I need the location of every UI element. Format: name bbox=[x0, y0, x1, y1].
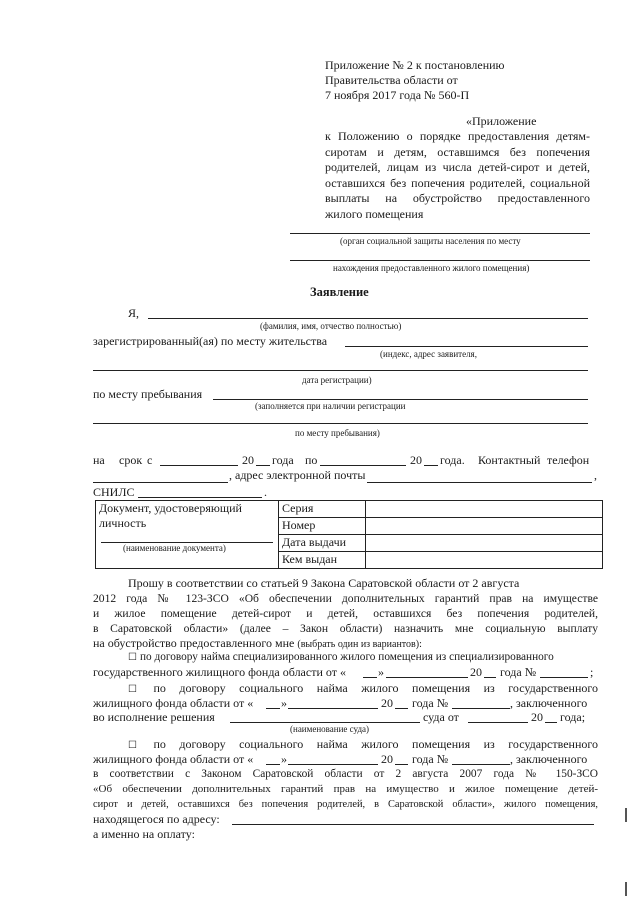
stay-line-2[interactable] bbox=[93, 423, 588, 424]
option-2-text: по договору социального найма жилого помещения из государственного bbox=[153, 681, 598, 695]
id-row-label: Дата выдачи bbox=[279, 535, 366, 552]
resolution-header bbox=[325, 58, 505, 103]
option-1-line-2d: года № bbox=[500, 665, 537, 679]
id-issuer-value[interactable] bbox=[366, 552, 603, 569]
option-1-month-line[interactable] bbox=[386, 677, 468, 678]
option-1-line-2c: 20 bbox=[470, 665, 482, 679]
term-na: на bbox=[93, 453, 105, 467]
appendix-line-1: к Положению о порядке предоставления детям- bbox=[325, 129, 590, 143]
p1-line-5-note: (выбрать один из вариантов): bbox=[297, 639, 422, 650]
option-1-year-line[interactable] bbox=[484, 677, 496, 678]
option-3-month-line[interactable] bbox=[288, 764, 378, 765]
term-s: с bbox=[147, 453, 153, 467]
address-line[interactable] bbox=[345, 346, 588, 347]
phone-label: телефон bbox=[547, 453, 590, 467]
snils-dot: . bbox=[264, 485, 267, 499]
id-doc-label-1: Документ, удостоверяющий bbox=[99, 501, 242, 515]
option-3-address-line[interactable] bbox=[232, 824, 594, 825]
id-series-value[interactable] bbox=[366, 501, 603, 518]
header-line-1: Приложение № 2 к постановлению bbox=[325, 58, 505, 72]
option-1-day-line[interactable] bbox=[363, 677, 377, 678]
appendix-line-6: жилого помещения bbox=[325, 207, 424, 221]
reg-date-line[interactable] bbox=[93, 370, 588, 371]
appendix-line-4: оставшихся без попечения родителей, социальной bbox=[325, 175, 590, 190]
reg-date-caption: дата регистрации) bbox=[302, 375, 372, 385]
option-2-line-2a: жилищного фонда области от « bbox=[93, 696, 254, 710]
p1-line-5 bbox=[93, 636, 422, 651]
option-3-day-line[interactable] bbox=[266, 764, 280, 765]
appendix-line-2: сиротам и детям, оставшимся без попечения bbox=[325, 144, 590, 159]
addressee-line-2[interactable] bbox=[290, 260, 590, 261]
option-2-line-2e: , заключенного bbox=[510, 696, 588, 710]
id-number-value[interactable] bbox=[366, 518, 603, 535]
option-2-year-line[interactable] bbox=[395, 708, 408, 709]
p1-line-2: 2012 года № 123-ЗСО «Об обеспечении дополнительных гарантий прав на имуществе bbox=[93, 592, 598, 605]
option-2-line-1 bbox=[128, 681, 598, 696]
option-1-checkbox[interactable]: ☐ bbox=[128, 652, 137, 663]
option-1-number-line[interactable] bbox=[540, 677, 588, 678]
fio-line[interactable] bbox=[148, 318, 588, 319]
option-3-year-line[interactable] bbox=[395, 764, 408, 765]
stay-label: по месту пребывания bbox=[93, 387, 203, 401]
option-3-text: по договору социального найма жилого помещения из государственного bbox=[153, 737, 598, 751]
id-row-label: Номер bbox=[279, 518, 366, 535]
scan-mark bbox=[625, 882, 627, 896]
id-doc-label-2: личность bbox=[99, 516, 147, 530]
id-date-value[interactable] bbox=[366, 535, 603, 552]
contact-label: Контактный bbox=[478, 453, 541, 467]
i-label: Я, bbox=[128, 306, 140, 320]
option-3-line-2d: года № bbox=[412, 752, 449, 766]
option-3-line-4: «Об обеспечении дополнительных гарантий прав на имущество и жилое помещение детей- bbox=[93, 783, 598, 795]
id-row-label: Серия bbox=[279, 501, 366, 518]
option-1-line-2b: » bbox=[378, 665, 384, 679]
email-comma: , bbox=[594, 468, 597, 482]
id-doc-caption: (наименование документа) bbox=[123, 543, 226, 553]
option-3-line-3: в соответствии с Законом Саратовской области от 2 августа 2007 года № 150-ЗСО bbox=[93, 768, 598, 780]
p1-line-3: и жилое помещение детей-сирот и детей, оставшихся без попечения родителей, bbox=[93, 607, 598, 620]
option-1-line-1 bbox=[128, 651, 554, 663]
appendix-line-3: родителей, лицам из числа детей-сирот и детей, bbox=[325, 160, 590, 174]
address-caption: (индекс, адрес заявителя, bbox=[380, 349, 477, 359]
option-1-line-2a: государственного жилищного фонда области от « bbox=[93, 665, 346, 679]
id-document-table bbox=[95, 500, 603, 569]
snils-line[interactable] bbox=[138, 497, 262, 498]
appendix-line-5: выплаты на обустройство предоставленного bbox=[325, 191, 590, 205]
term-from-line[interactable] bbox=[160, 465, 238, 466]
p1-line-1: Прошу в соответствии со статьей 9 Закона Саратовской области от 2 августа bbox=[128, 576, 520, 590]
p1-text bbox=[93, 591, 598, 636]
addressee-caption-2: нахождения предоставленного жилого помещения) bbox=[333, 263, 530, 273]
term-po: по bbox=[305, 453, 318, 467]
snils-label: СНИЛС bbox=[93, 485, 135, 499]
option-2-line-3d: года; bbox=[560, 710, 586, 724]
option-3-line-1 bbox=[128, 737, 598, 752]
option-3-line-5: сирот и детей, оставшихся без попечения родителей, в Саратовской области», жилого помещения, bbox=[93, 799, 598, 810]
document-title: Заявление bbox=[310, 285, 369, 299]
term-goda-1: года bbox=[272, 453, 294, 467]
stay-caption-2: по месту пребывания) bbox=[295, 428, 380, 438]
header-line-3: 7 ноября 2017 года № 560-П bbox=[325, 88, 470, 102]
addressee-caption-1: (орган социальной защиты населения по месту bbox=[340, 236, 521, 246]
fio-caption: (фамилия, имя, отчество полностью) bbox=[260, 321, 402, 331]
option-2-court-year-line[interactable] bbox=[545, 722, 557, 723]
option-3-line-2a: жилищного фонда области от « bbox=[93, 752, 254, 766]
p1-line-4: в Саратовской области» (далее – Закон области) назначить мне социальную выплату bbox=[93, 622, 598, 635]
appendix-title: «Приложение bbox=[466, 114, 537, 128]
option-3-line-2b: » bbox=[281, 752, 287, 766]
option-3-line-6: находящегося по адресу: bbox=[93, 812, 220, 826]
scan-mark bbox=[625, 808, 627, 822]
term-srok: срок bbox=[119, 453, 143, 467]
term-goda: года. bbox=[440, 453, 465, 467]
stay-line[interactable] bbox=[213, 399, 588, 400]
option-3-line-7: а именно на оплату: bbox=[93, 827, 195, 841]
addressee-line-1[interactable] bbox=[290, 233, 590, 234]
option-2-checkbox[interactable]: ☐ bbox=[128, 684, 137, 695]
appendix-text bbox=[325, 129, 590, 207]
option-3-checkbox[interactable]: ☐ bbox=[128, 740, 137, 751]
id-row-label: Кем выдан bbox=[279, 552, 366, 569]
option-2-line-2d: года № bbox=[412, 696, 449, 710]
term-from-year-line[interactable] bbox=[256, 465, 270, 466]
option-3-text-block bbox=[93, 767, 598, 812]
email-line[interactable] bbox=[367, 482, 592, 483]
option-3-line-2c: 20 bbox=[381, 752, 393, 766]
term-to-year-line[interactable] bbox=[424, 465, 438, 466]
option-1-line-2e: ; bbox=[590, 665, 594, 679]
header-line-2: Правительства области от bbox=[325, 73, 458, 87]
option-2-number-line[interactable] bbox=[452, 708, 510, 709]
option-3-line-2e: , заключенного bbox=[510, 752, 588, 766]
registered-label: зарегистрированный(ая) по месту жительства bbox=[93, 334, 328, 348]
option-2-line-2b: » bbox=[281, 696, 287, 710]
option-2-line-2c: 20 bbox=[381, 696, 393, 710]
email-label: , адрес электронной почты bbox=[229, 468, 366, 482]
option-2-day-line[interactable] bbox=[266, 708, 280, 709]
term-to-line[interactable] bbox=[320, 465, 406, 466]
option-1-text: по договору найма специализированного жилого помещения из специализированного bbox=[139, 651, 554, 663]
term-20b: 20 bbox=[410, 453, 422, 467]
option-2-month-line[interactable] bbox=[288, 708, 378, 709]
option-3-number-line[interactable] bbox=[452, 764, 510, 765]
option-2-court-caption: (наименование суда) bbox=[290, 724, 370, 734]
option-2-line-3b: суда от bbox=[423, 710, 459, 724]
stay-caption-1: (заполняется при наличии регистрации bbox=[255, 401, 406, 411]
term-20a: 20 bbox=[242, 453, 254, 467]
p1-line-5-text: на обустройство предоставленного мне bbox=[93, 636, 295, 650]
id-doc-cell bbox=[96, 501, 279, 569]
option-2-line-3a: во исполнение решения bbox=[93, 710, 215, 724]
option-2-line-3c: 20 bbox=[531, 710, 543, 724]
phone-line[interactable] bbox=[93, 482, 228, 483]
option-2-court-line[interactable] bbox=[230, 722, 420, 723]
option-2-court-date-line[interactable] bbox=[468, 722, 528, 723]
